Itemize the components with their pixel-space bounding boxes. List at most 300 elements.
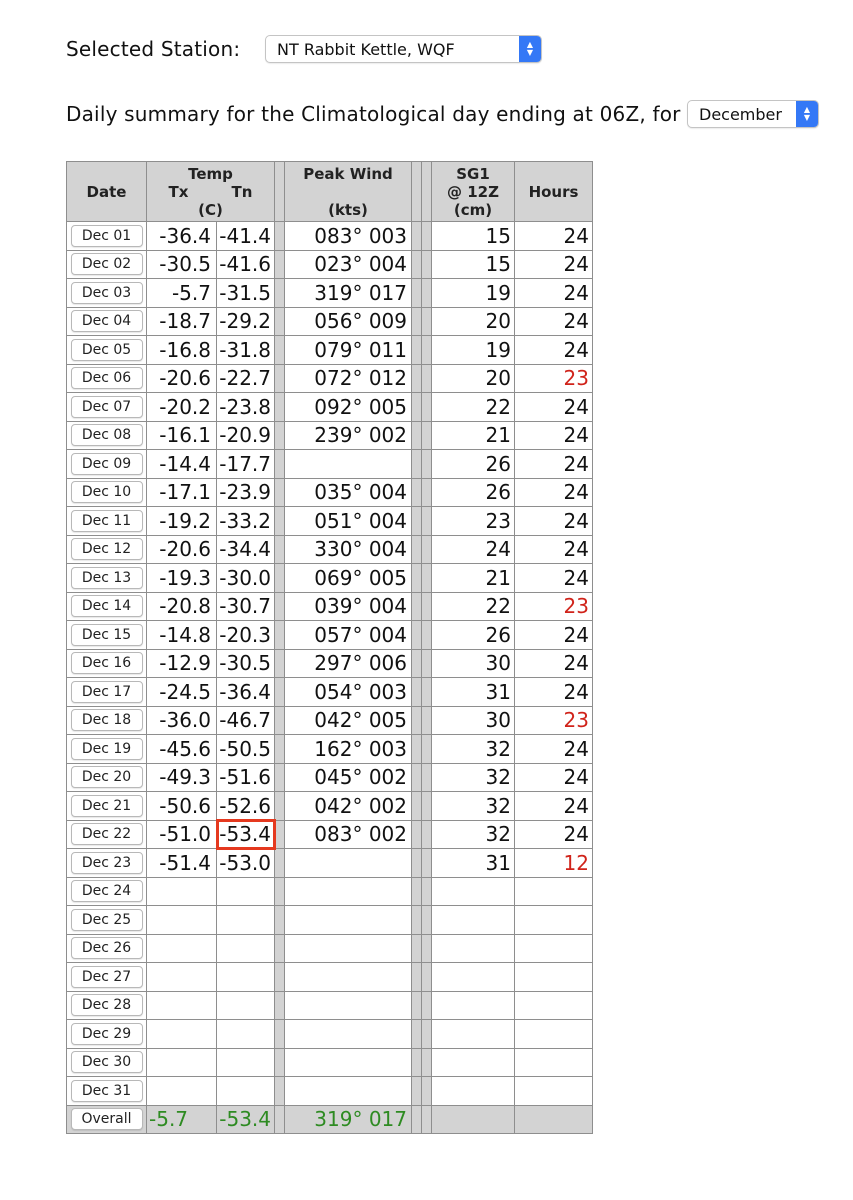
tn-cell [217, 963, 275, 992]
gap-cell [275, 706, 285, 735]
header-tx: Tx [168, 182, 189, 201]
gap-cell [412, 792, 422, 821]
date-cell [67, 507, 147, 536]
gap-cell [422, 364, 432, 393]
gap-cell [412, 564, 422, 593]
hours-cell: 24 [515, 393, 593, 422]
gap-cell [412, 307, 422, 336]
wind-cell: 039° 004 [285, 592, 412, 621]
wind-cell: 056° 009 [285, 307, 412, 336]
gap-cell [412, 1077, 422, 1106]
table-row [67, 934, 593, 963]
date-button[interactable]: Dec 31 [71, 1080, 143, 1102]
date-cell [67, 963, 147, 992]
date-button[interactable]: Dec 11 [71, 510, 143, 532]
date-cell [67, 307, 147, 336]
date-button[interactable]: Dec 07 [71, 396, 143, 418]
gap-cell [412, 963, 422, 992]
gap-cell [412, 535, 422, 564]
table-row [67, 678, 593, 707]
wind-cell [285, 1048, 412, 1077]
hours-cell: 24 [515, 279, 593, 308]
hours-cell: 24 [515, 507, 593, 536]
date-cell [67, 649, 147, 678]
hours-cell: 24 [515, 222, 593, 251]
date-cell [67, 934, 147, 963]
date-cell [67, 1048, 147, 1077]
tx-cell [147, 934, 217, 963]
sg1-cell: 32 [432, 763, 515, 792]
date-cell [67, 906, 147, 935]
gap-cell [412, 364, 422, 393]
hours-cell: 24 [515, 535, 593, 564]
sg1-cell: 30 [432, 706, 515, 735]
tx-cell: -49.3 [147, 763, 217, 792]
gap-cell [422, 963, 432, 992]
wind-cell: 239° 002 [285, 421, 412, 450]
tx-cell: -17.1 [147, 478, 217, 507]
date-button[interactable]: Dec 09 [71, 453, 143, 475]
tn-cell [217, 1020, 275, 1049]
gap-cell [412, 250, 422, 279]
gap-cell [412, 763, 422, 792]
hours-cell: 24 [515, 621, 593, 650]
header-gap [275, 162, 285, 222]
tn-cell: -20.9 [217, 421, 275, 450]
table-row [67, 279, 593, 308]
gap-cell [275, 763, 285, 792]
date-cell [67, 222, 147, 251]
gap-cell [422, 592, 432, 621]
tx-cell [147, 1077, 217, 1106]
select-arrows-icon: ▲ ▼ [796, 101, 818, 127]
tn-cell: -53.0 [217, 849, 275, 878]
wind-cell: 035° 004 [285, 478, 412, 507]
date-button[interactable]: Dec 05 [71, 339, 143, 361]
sg1-cell: 23 [432, 507, 515, 536]
gap-cell [412, 649, 422, 678]
date-cell [67, 279, 147, 308]
table-row [67, 963, 593, 992]
date-cell [67, 564, 147, 593]
tn-cell: -34.4 [217, 535, 275, 564]
tx-cell: -14.4 [147, 450, 217, 479]
header-temp [147, 162, 275, 222]
gap-cell [422, 564, 432, 593]
hours-cell: 24 [515, 763, 593, 792]
hours-cell: 23 [515, 706, 593, 735]
header-temp-title: Temp [188, 164, 233, 183]
date-button[interactable]: Dec 04 [71, 310, 143, 332]
sg1-cell: 20 [432, 307, 515, 336]
table-row [67, 991, 593, 1020]
tn-cell: -41.6 [217, 250, 275, 279]
date-cell [67, 250, 147, 279]
table-row [67, 1020, 593, 1049]
tn-cell: -17.7 [217, 450, 275, 479]
wind-cell: 057° 004 [285, 621, 412, 650]
tn-cell: -31.8 [217, 336, 275, 365]
gap-cell [412, 1048, 422, 1077]
hours-cell [515, 906, 593, 935]
overall-tn: -53.4 [217, 1105, 275, 1134]
date-cell [67, 393, 147, 422]
date-button[interactable]: Dec 13 [71, 567, 143, 589]
month-select-value: December [699, 104, 782, 124]
gap-cell [412, 478, 422, 507]
tn-cell: -46.7 [217, 706, 275, 735]
hours-cell [515, 1077, 593, 1106]
tn-cell [217, 906, 275, 935]
gap-cell [412, 906, 422, 935]
gap-cell [275, 592, 285, 621]
table-row [67, 450, 593, 479]
wind-cell [285, 963, 412, 992]
gap-cell [422, 763, 432, 792]
table-row [67, 1048, 593, 1077]
tn-cell: -23.8 [217, 393, 275, 422]
tn-cell: -50.5 [217, 735, 275, 764]
gap-cell [422, 792, 432, 821]
tx-cell: -19.2 [147, 507, 217, 536]
header-tn: Tn [231, 182, 253, 201]
hours-cell [515, 1048, 593, 1077]
wind-cell: 297° 006 [285, 649, 412, 678]
date-button[interactable]: Dec 01 [71, 225, 143, 247]
gap-cell [275, 478, 285, 507]
date-button[interactable]: Dec 20 [71, 766, 143, 788]
date-button[interactable]: Dec 22 [71, 823, 143, 845]
gap-cell [412, 450, 422, 479]
date-button[interactable]: Dec 06 [71, 367, 143, 389]
station-select[interactable] [265, 35, 542, 63]
wind-cell: 162° 003 [285, 735, 412, 764]
daily-summary-table [66, 161, 593, 1134]
gap-cell [275, 963, 285, 992]
tx-cell: -20.6 [147, 535, 217, 564]
tn-cell: -22.7 [217, 364, 275, 393]
tx-cell: -30.5 [147, 250, 217, 279]
wind-cell: 072° 012 [285, 364, 412, 393]
gap-cell [412, 849, 422, 878]
gap-cell [412, 507, 422, 536]
gap-cell [422, 1077, 432, 1106]
hours-cell [515, 963, 593, 992]
wind-cell [285, 991, 412, 1020]
wind-cell [285, 934, 412, 963]
gap-cell [422, 621, 432, 650]
tn-cell [217, 1077, 275, 1106]
gap-cell [412, 222, 422, 251]
date-button[interactable]: Dec 12 [71, 538, 143, 560]
table-row [67, 649, 593, 678]
tx-cell: -20.2 [147, 393, 217, 422]
overall-row [67, 1105, 593, 1134]
tx-cell: -20.8 [147, 592, 217, 621]
date-cell [67, 478, 147, 507]
gap-cell [275, 1077, 285, 1106]
date-cell [67, 450, 147, 479]
month-select[interactable] [687, 100, 819, 128]
gap-cell [422, 1020, 432, 1049]
wind-cell: 079° 011 [285, 336, 412, 365]
tn-cell: -30.7 [217, 592, 275, 621]
gap-cell [275, 450, 285, 479]
table-row [67, 592, 593, 621]
sg1-cell: 21 [432, 564, 515, 593]
summary-label: Daily summary for the Climatological day ending at 06Z, for [66, 102, 681, 126]
hours-cell: 24 [515, 336, 593, 365]
header-sg1-unit: (cm) [453, 200, 493, 219]
gap-cell [275, 1048, 285, 1077]
sg1-cell [432, 1048, 515, 1077]
date-cell [67, 336, 147, 365]
date-cell [67, 706, 147, 735]
hours-cell: 23 [515, 592, 593, 621]
sg1-cell: 26 [432, 478, 515, 507]
tn-cell: -31.5 [217, 279, 275, 308]
date-button[interactable]: Dec 02 [71, 253, 143, 275]
gap-cell [422, 279, 432, 308]
header-wind-unit: (kts) [328, 200, 368, 219]
date-cell [67, 763, 147, 792]
gap-cell [422, 849, 432, 878]
hours-cell: 24 [515, 649, 593, 678]
gap-cell [422, 735, 432, 764]
gap-cell [422, 934, 432, 963]
tn-cell: -53.4 [217, 820, 275, 849]
table-row [67, 564, 593, 593]
sg1-cell: 22 [432, 592, 515, 621]
table-row [67, 735, 593, 764]
sg1-cell: 21 [432, 421, 515, 450]
date-button[interactable]: Dec 30 [71, 1051, 143, 1073]
overall-button[interactable]: Overall [71, 1108, 143, 1130]
tn-cell: -23.9 [217, 478, 275, 507]
gap-cell [422, 649, 432, 678]
tn-cell: -30.0 [217, 564, 275, 593]
sg1-cell [432, 934, 515, 963]
tn-cell: -41.4 [217, 222, 275, 251]
table-header-row [67, 162, 593, 222]
gap-cell [275, 991, 285, 1020]
wind-cell: 045° 002 [285, 763, 412, 792]
hours-cell: 24 [515, 250, 593, 279]
hours-cell: 24 [515, 307, 593, 336]
gap-cell [275, 735, 285, 764]
wind-cell [285, 877, 412, 906]
gap-cell [422, 906, 432, 935]
gap-cell [422, 877, 432, 906]
wind-cell: 083° 003 [285, 222, 412, 251]
tn-cell: -30.5 [217, 649, 275, 678]
wind-cell: 042° 005 [285, 706, 412, 735]
gap-cell [275, 792, 285, 821]
wind-cell: 330° 004 [285, 535, 412, 564]
sg1-cell: 26 [432, 450, 515, 479]
date-button[interactable]: Dec 18 [71, 709, 143, 731]
table-row [67, 421, 593, 450]
tx-cell: -51.0 [147, 820, 217, 849]
summary-row [66, 98, 681, 130]
sg1-cell: 22 [432, 393, 515, 422]
date-button[interactable]: Dec 24 [71, 880, 143, 902]
table-body [67, 222, 593, 1134]
sg1-cell [432, 877, 515, 906]
sg1-cell: 26 [432, 621, 515, 650]
gap-cell [412, 592, 422, 621]
station-label: Selected Station: [66, 37, 241, 61]
tn-cell: -52.6 [217, 792, 275, 821]
tn-cell: -51.6 [217, 763, 275, 792]
table-row [67, 906, 593, 935]
tx-cell: -14.8 [147, 621, 217, 650]
wind-cell [285, 849, 412, 878]
gap-cell [412, 279, 422, 308]
date-button[interactable]: Dec 19 [71, 738, 143, 760]
overall-hours [515, 1105, 593, 1134]
gap-cell [422, 706, 432, 735]
gap-cell [422, 421, 432, 450]
tn-cell [217, 934, 275, 963]
gap-cell [412, 820, 422, 849]
gap-cell [422, 250, 432, 279]
gap-cell [422, 393, 432, 422]
date-cell [67, 792, 147, 821]
table-row [67, 621, 593, 650]
gap-cell [412, 393, 422, 422]
tx-cell: -16.8 [147, 336, 217, 365]
date-cell [67, 1077, 147, 1106]
gap-cell [412, 934, 422, 963]
sg1-cell: 19 [432, 336, 515, 365]
sg1-cell: 32 [432, 735, 515, 764]
overall-sg1 [432, 1105, 515, 1134]
sg1-cell: 31 [432, 678, 515, 707]
header-sg1-title: SG1 [456, 164, 490, 183]
tx-cell: -51.4 [147, 849, 217, 878]
date-button[interactable]: Dec 23 [71, 852, 143, 874]
overall-tx: -5.7 [147, 1105, 217, 1134]
hours-cell: 24 [515, 678, 593, 707]
table-row [67, 849, 593, 878]
tx-cell: -16.1 [147, 421, 217, 450]
gap-cell [275, 364, 285, 393]
date-cell [67, 535, 147, 564]
table-row [67, 307, 593, 336]
overall-label-cell [67, 1105, 147, 1134]
tx-cell [147, 963, 217, 992]
tx-cell: -36.4 [147, 222, 217, 251]
tx-cell: -12.9 [147, 649, 217, 678]
date-button[interactable]: Dec 17 [71, 681, 143, 703]
gap-cell [422, 478, 432, 507]
tx-cell: -20.6 [147, 364, 217, 393]
date-button[interactable]: Dec 10 [71, 481, 143, 503]
gap-cell [412, 1105, 422, 1134]
sg1-cell: 15 [432, 250, 515, 279]
hours-cell: 12 [515, 849, 593, 878]
tn-cell [217, 877, 275, 906]
tx-cell [147, 906, 217, 935]
tn-cell: -20.3 [217, 621, 275, 650]
gap-cell [412, 735, 422, 764]
gap-cell [422, 1105, 432, 1134]
gap-cell [422, 535, 432, 564]
wind-cell: 042° 002 [285, 792, 412, 821]
table-row [67, 877, 593, 906]
sg1-cell [432, 963, 515, 992]
date-button[interactable]: Dec 16 [71, 652, 143, 674]
gap-cell [275, 1105, 285, 1134]
gap-cell [422, 450, 432, 479]
date-button[interactable]: Dec 26 [71, 937, 143, 959]
date-button[interactable]: Dec 14 [71, 595, 143, 617]
date-button[interactable]: Dec 15 [71, 624, 143, 646]
gap-cell [275, 877, 285, 906]
tx-cell: -36.0 [147, 706, 217, 735]
wind-cell: 069° 005 [285, 564, 412, 593]
tn-cell: -29.2 [217, 307, 275, 336]
hours-cell [515, 877, 593, 906]
wind-cell [285, 906, 412, 935]
hours-cell [515, 991, 593, 1020]
sg1-cell [432, 1020, 515, 1049]
tx-cell [147, 1020, 217, 1049]
hours-cell: 24 [515, 735, 593, 764]
gap-cell [275, 849, 285, 878]
hours-cell: 24 [515, 450, 593, 479]
gap-cell [275, 535, 285, 564]
date-cell [67, 678, 147, 707]
sg1-cell: 32 [432, 792, 515, 821]
date-button[interactable]: Dec 27 [71, 966, 143, 988]
table-row [67, 364, 593, 393]
header-wind-title: Peak Wind [303, 164, 393, 183]
date-button[interactable]: Dec 29 [71, 1023, 143, 1045]
gap-cell [412, 621, 422, 650]
tx-cell: -50.6 [147, 792, 217, 821]
hours-cell: 24 [515, 478, 593, 507]
date-button[interactable]: Dec 21 [71, 795, 143, 817]
table-row [67, 336, 593, 365]
sg1-cell: 19 [432, 279, 515, 308]
date-button[interactable]: Dec 03 [71, 282, 143, 304]
gap-cell [412, 336, 422, 365]
date-cell [67, 421, 147, 450]
gap-cell [275, 678, 285, 707]
gap-cell [422, 991, 432, 1020]
overall-wind: 319° 017 [285, 1105, 412, 1134]
wind-cell: 083° 002 [285, 820, 412, 849]
gap-cell [275, 250, 285, 279]
wind-cell: 319° 017 [285, 279, 412, 308]
date-button[interactable]: Dec 08 [71, 424, 143, 446]
sg1-cell: 31 [432, 849, 515, 878]
sg1-cell [432, 906, 515, 935]
date-button[interactable]: Dec 25 [71, 909, 143, 931]
gap-cell [422, 336, 432, 365]
gap-cell [275, 649, 285, 678]
hours-cell [515, 934, 593, 963]
date-cell [67, 849, 147, 878]
date-button[interactable]: Dec 28 [71, 994, 143, 1016]
header-hours: Hours [515, 162, 593, 222]
tx-cell [147, 877, 217, 906]
gap-cell [275, 934, 285, 963]
gap-cell [412, 706, 422, 735]
gap-cell [422, 820, 432, 849]
